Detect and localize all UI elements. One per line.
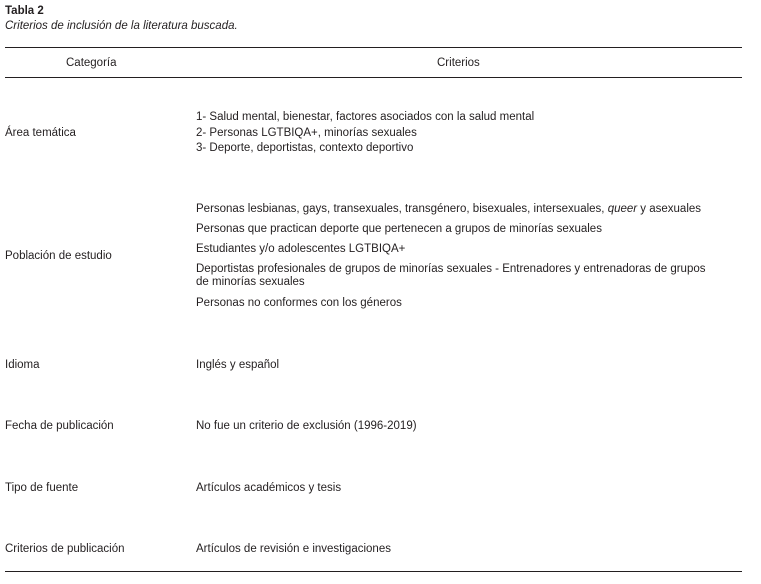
criteria-text: Personas lesbianas, gays, transexuales, transgénero, bisexuales, intersexuales, (196, 203, 608, 215)
row-category-criterios: Criterios de publicación (5, 543, 125, 555)
row-category-fecha: Fecha de publicación (5, 420, 114, 432)
top-rule (5, 47, 742, 48)
criteria-item: Deportistas profesionales de grupos de minorías sexuales - Entrenadores y entrenadoras de grupos de minorías sexuales (196, 263, 706, 288)
row-criteria-area (196, 110, 534, 157)
row-category-idioma: Idioma (5, 359, 40, 371)
header-rule (5, 77, 742, 78)
criteria-item: Artículos académicos y tesis (196, 482, 342, 494)
table-caption: Criterios de inclusión de la literatura buscada. (5, 20, 238, 32)
criteria-item: 3- Deporte, deportistas, contexto deportivo (196, 142, 414, 154)
row-category-poblacion: Población de estudio (5, 250, 112, 262)
criteria-text-italic: queer (607, 203, 638, 215)
row-category-area: Área temática (5, 127, 76, 139)
header-category: Categoría (66, 57, 117, 69)
criteria-item: Artículos de revisión e investigaciones (196, 543, 391, 555)
criteria-item (196, 202, 701, 218)
criteria-item: 2- Personas LGTBIQA+, minorías sexuales (196, 126, 417, 139)
bottom-rule (5, 571, 742, 572)
criteria-item: Personas que practican deporte que pertenecen a grupos de minorías sexuales (196, 223, 602, 235)
criteria-item: Estudiantes y/o adolescentes LGTBIQA+ (196, 243, 406, 255)
criteria-text: y asexuales (637, 203, 702, 215)
header-criteria: Criterios (437, 57, 480, 69)
row-category-tipo: Tipo de fuente (5, 482, 79, 494)
table-title: Tabla 2 (5, 5, 44, 17)
criteria-item: No fue un criterio de exclusión (1996-2019) (196, 420, 417, 432)
criteria-item: Inglés y español (196, 359, 280, 371)
criteria-item: 1- Salud mental, bienestar, factores asociados con la salud mental (196, 111, 535, 123)
criteria-item: Personas no conformes con los géneros (196, 297, 402, 309)
